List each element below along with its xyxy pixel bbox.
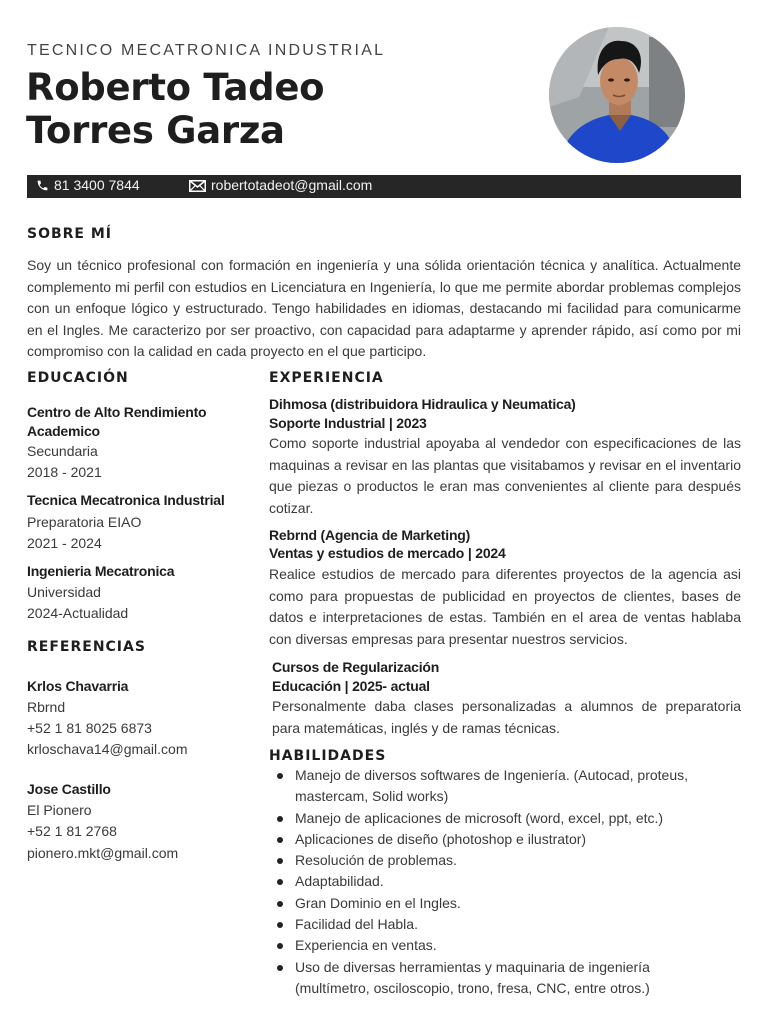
name-line-2: Torres Garza <box>26 109 285 152</box>
job-company: Dihmosa (distribuidora Hidraulica y Neumatica) <box>269 396 576 412</box>
skill-item: Experiencia en ventas. <box>275 935 715 956</box>
education-level: Secundaria <box>27 443 98 459</box>
reference-name: Krlos Chavarria <box>27 678 129 694</box>
reference-company: El Pionero <box>27 802 92 818</box>
education-years: 2024-Actualidad <box>27 605 129 621</box>
skill-item: Uso de diversas herramientas y maquinaria de ingeniería (multímetro, osciloscopio, trono, fresa, CNC, entre otros.) <box>275 957 715 1000</box>
bullet-icon <box>277 773 283 779</box>
education-years: 2018 - 2021 <box>27 464 102 480</box>
reference-phone[interactable]: +52 1 81 8025 6873 <box>27 720 152 736</box>
contact-phone[interactable] <box>36 177 140 193</box>
experience-heading: EXPERIENCIA <box>269 370 384 386</box>
education-title: Centro de Alto Rendimiento Academico <box>27 404 207 439</box>
skill-item: Manejo de aplicaciones de microsoft (word, excel, ppt, etc.) <box>275 808 715 829</box>
skill-item: Resolución de problemas. <box>275 850 715 871</box>
job-title: TECNICO MECATRONICA INDUSTRIAL <box>27 42 386 59</box>
bullet-icon <box>277 965 283 971</box>
skill-item: Facilidad del Habla. <box>275 914 715 935</box>
about-heading: SOBRE MÍ <box>27 226 113 242</box>
skill-item: Adaptabilidad. <box>275 871 715 892</box>
skill-item: Manejo de diversos softwares de Ingeniería. (Autocad, proteus, mastercam, Solid works) <box>275 765 715 808</box>
bullet-icon <box>277 837 283 843</box>
education-heading: EDUCACIÓN <box>27 370 129 386</box>
full-name <box>26 66 324 152</box>
contact-bar <box>27 175 741 198</box>
email-address: robertotadeot@gmail.com <box>211 177 373 193</box>
skill-item: Aplicaciones de diseño (photoshop e ilustrator) <box>275 829 715 850</box>
bullet-icon <box>277 922 283 928</box>
bullet-icon <box>277 943 283 949</box>
job-company: Rebrnd (Agencia de Marketing) <box>269 527 471 543</box>
skill-item: Gran Dominio en el Ingles. <box>275 893 715 914</box>
skills-list <box>275 765 715 999</box>
reference-name: Jose Castillo <box>27 781 111 797</box>
reference-email[interactable]: pionero.mkt@gmail.com <box>27 845 179 861</box>
profile-photo <box>549 27 685 163</box>
envelope-icon <box>189 180 206 192</box>
job-company: Cursos de Regularización <box>272 659 440 675</box>
job-role: Ventas y estudios de mercado | 2024 <box>269 545 506 561</box>
education-level: Universidad <box>27 584 101 600</box>
about-text: Soy un técnico profesional con formación en ingeniería y una sólida orientación técnica y analítica. Actualmente complemento mi perfil con estudios en Licenciatura en Ingeniería, lo que me permite abordar problemas complejos con un enfoque lógico y estructurado. Tengo habilidades en idiomas, destacando mi facilidad para comunicarme en el Ingles. Me caracterizo por ser proactivo, con capacidad para adaptarme y aprender rápido, así como por mi compromiso con la calidad en cada proyecto en el que participo. <box>27 257 741 359</box>
job-description: Realice estudios de mercado para diferentes proyectos de la agencia asi como para propuestas de publicidad en proyectos de clientes, bases de datos e interpretaciones de estas. También en el area de ventas hablaba con diversas empresas para presentar nuestros servicios. <box>269 566 741 647</box>
education-level: Preparatoria EIAO <box>27 514 142 530</box>
bullet-icon <box>277 879 283 885</box>
education-years: 2021 - 2024 <box>27 535 102 551</box>
bullet-icon <box>277 901 283 907</box>
phone-icon <box>36 179 49 192</box>
job-description: Personalmente daba clases personalizadas a alumnos de preparatoria para matemáticas, inglés y de ramas técnicas. <box>272 698 741 736</box>
job-role: Educación | 2025- actual <box>272 678 430 694</box>
job-description: Como soporte industrial apoyaba al vendedor con especificaciones de las maquinas a revisar en las plantas que visitabamos y revisar en el inventario que piezas o productos le eran mas convenientes al cliente para después cotizar. <box>269 435 741 516</box>
reference-company: Rbrnd <box>27 699 66 715</box>
references-heading: REFERENCIAS <box>27 639 146 655</box>
job-role: Soporte Industrial | 2023 <box>269 415 427 431</box>
phone-number: 81 3400 7844 <box>54 177 140 193</box>
reference-phone[interactable]: +52 1 81 2768 <box>27 823 117 839</box>
bullet-icon <box>277 858 283 864</box>
name-line-1: Roberto Tadeo <box>26 66 325 109</box>
contact-email[interactable] <box>189 177 372 193</box>
education-title: Tecnica Mecatronica Industrial <box>27 492 225 508</box>
skills-heading: HABILIDADES <box>269 748 387 764</box>
bullet-icon <box>277 816 283 822</box>
education-title: Ingenieria Mecatronica <box>27 563 175 579</box>
reference-email[interactable]: krloschava14@gmail.com <box>27 741 188 757</box>
